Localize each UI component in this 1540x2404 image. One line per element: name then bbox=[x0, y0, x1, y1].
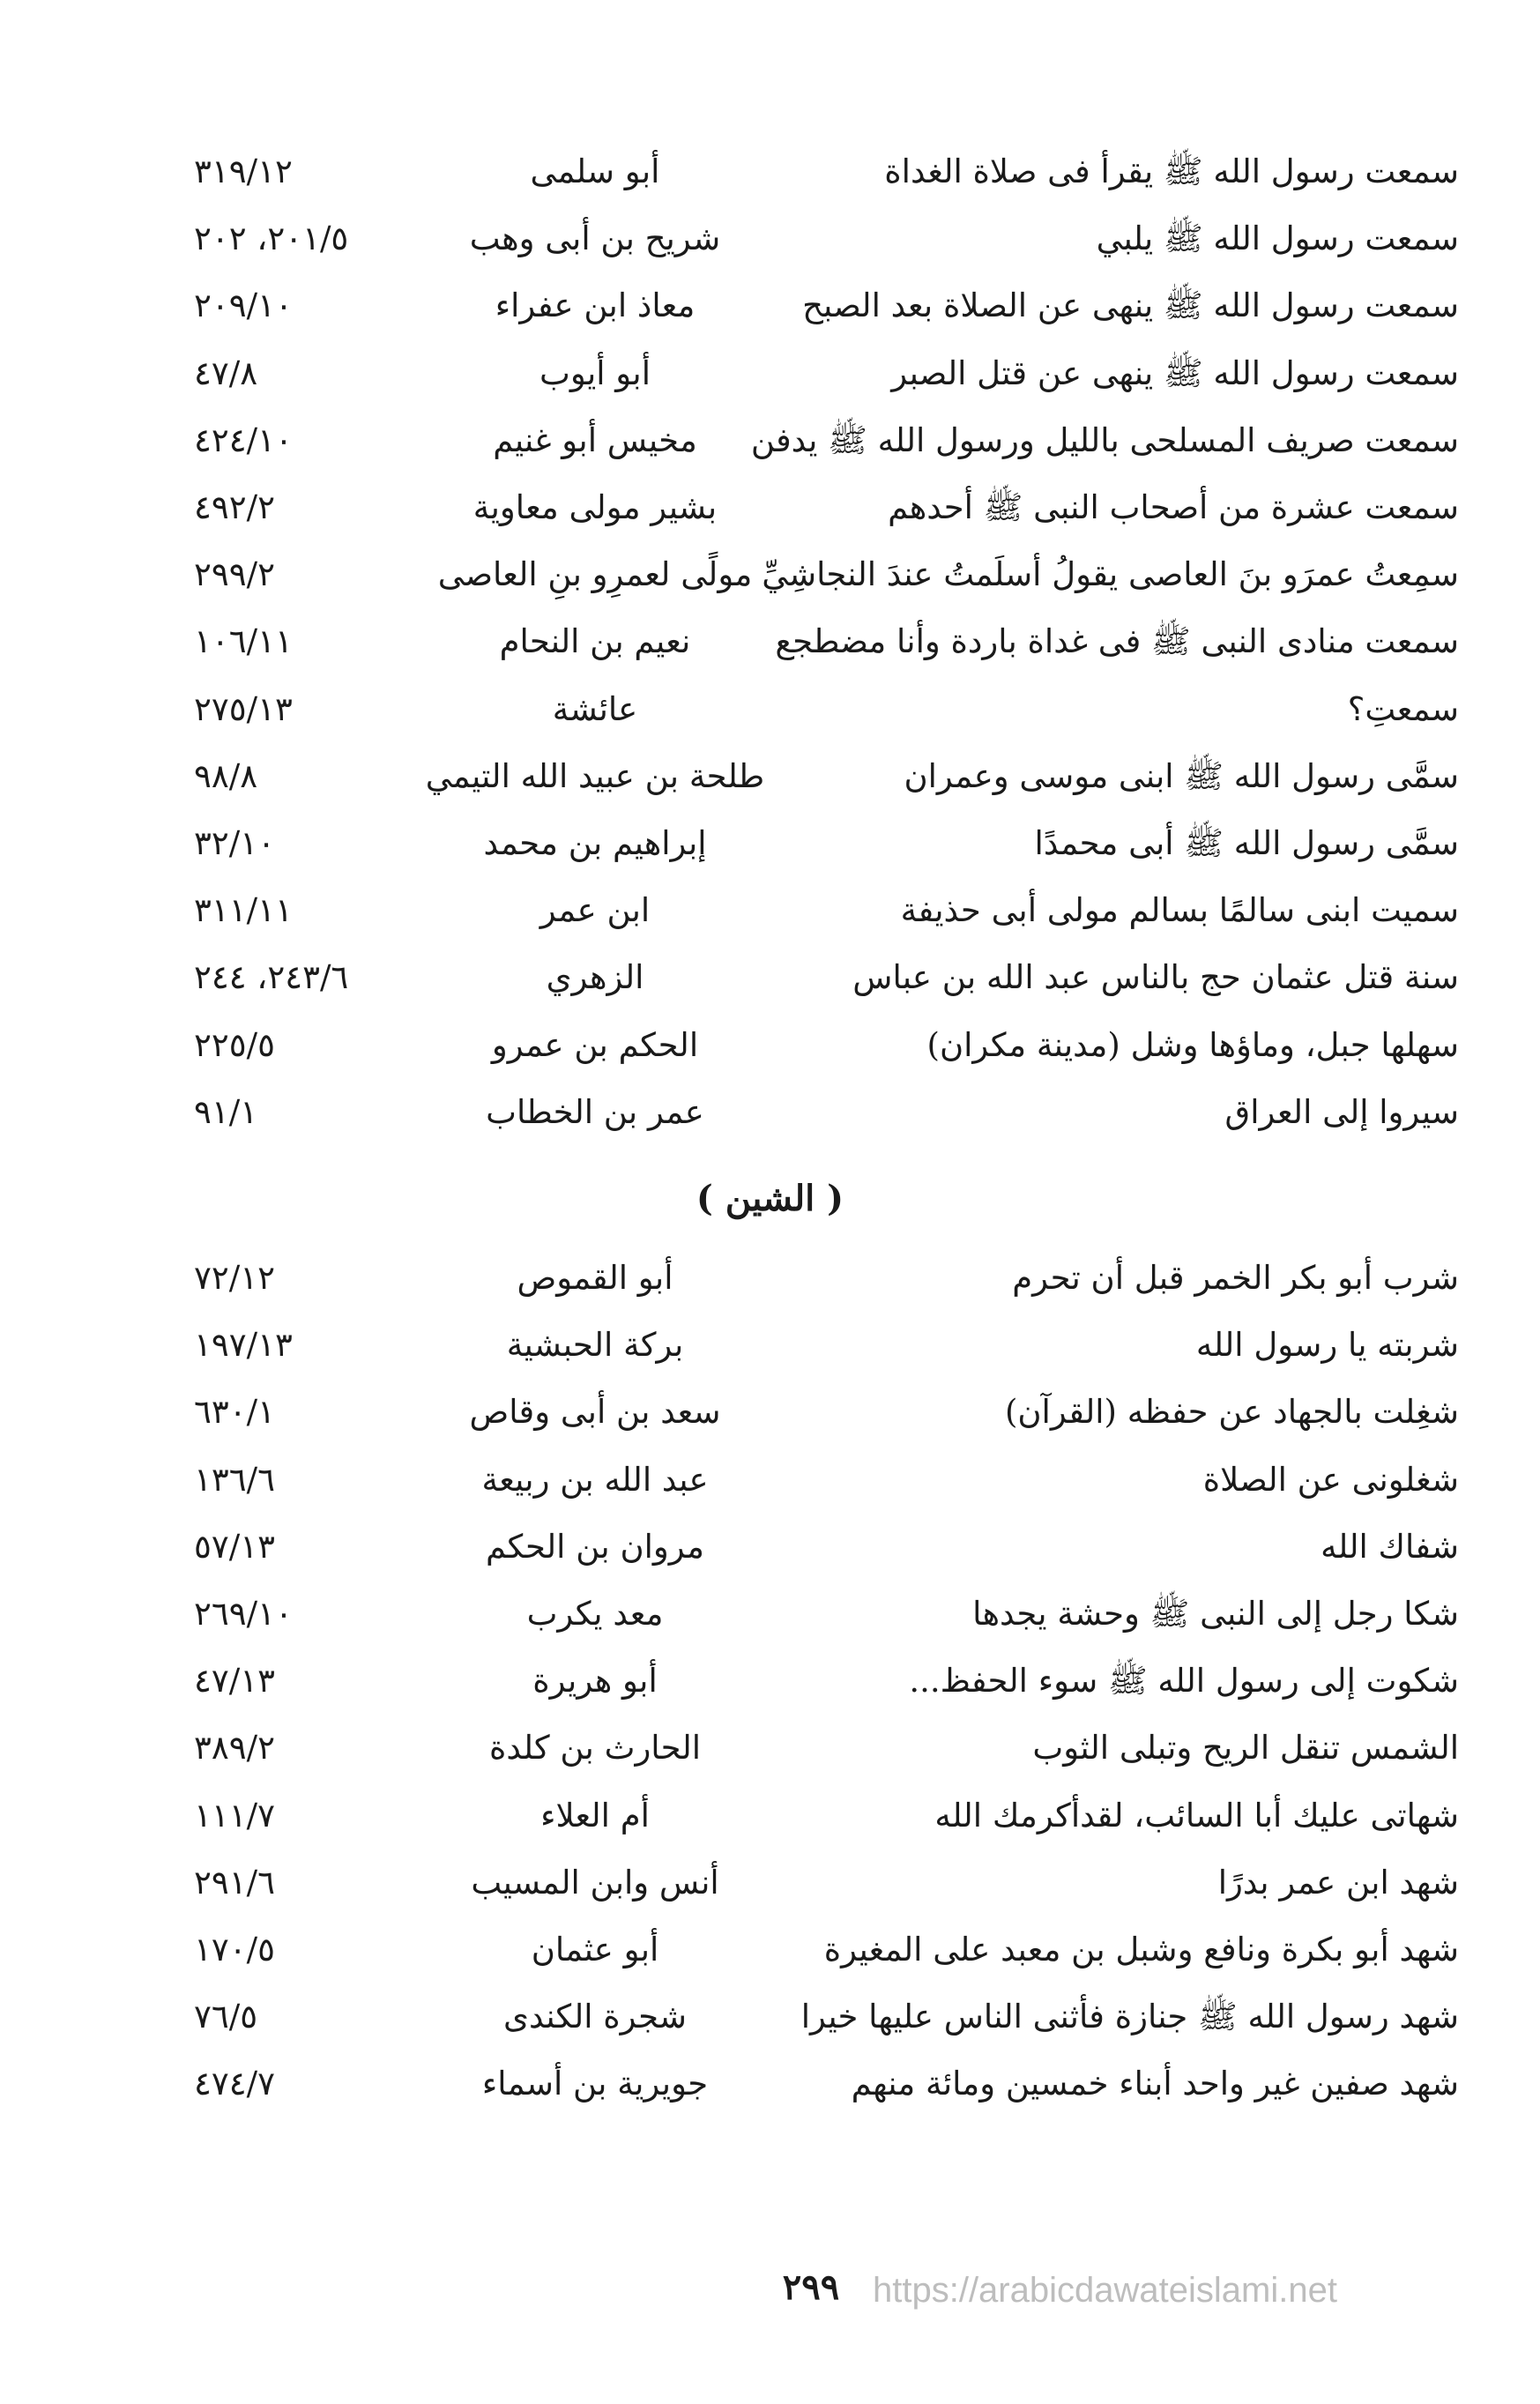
entry-text: سمعت رسول الله ﷺ يلبي bbox=[1096, 220, 1459, 258]
entry-narrator: معد يكرب bbox=[526, 1595, 664, 1633]
entry-text: سمعت رسول الله ﷺ يقرأ فى صلاة الغداة bbox=[884, 153, 1459, 190]
entry-text: شرب أبو بكر الخمر قبل أن تحرم bbox=[1012, 1259, 1459, 1297]
entry-text: شكا رجل إلى النبى ﷺ وحشة يجدها bbox=[972, 1595, 1459, 1633]
entry-reference: ٣٢/١٠ bbox=[194, 824, 275, 862]
entry-reference: ٢٠٩/١٠ bbox=[194, 287, 293, 325]
index-row bbox=[0, 1381, 1540, 1443]
index-row bbox=[0, 1516, 1540, 1578]
index-row bbox=[0, 343, 1540, 405]
entry-reference: ٢٠١/٥، ٢٠٢ bbox=[194, 220, 349, 258]
entry-reference: ٢٤٣/٦، ٢٤٤ bbox=[194, 958, 349, 997]
index-row bbox=[0, 1583, 1540, 1645]
entry-reference: ٥٧/١٣ bbox=[194, 1527, 275, 1566]
index-row bbox=[0, 477, 1540, 539]
index-row bbox=[0, 1986, 1540, 2048]
index-row bbox=[0, 410, 1540, 472]
index-row bbox=[0, 1449, 1540, 1511]
entry-narrator: عائشة bbox=[552, 689, 638, 728]
entry-text: شغلونى عن الصلاة bbox=[1202, 1460, 1459, 1499]
index-row bbox=[0, 611, 1540, 673]
entry-reference: ١٠٦/١١ bbox=[194, 622, 293, 661]
entry-narrator: عبد الله بن ربيعة bbox=[481, 1460, 709, 1499]
entry-reference: ٤٧/٨ bbox=[194, 354, 258, 392]
entry-narrator: بركة الحبشية bbox=[506, 1326, 684, 1365]
entry-narrator: الحارث بن كلدة bbox=[488, 1729, 702, 1768]
entry-text: سمعت صريف المسلحى بالليل ورسول الله ﷺ يدفن bbox=[750, 421, 1459, 459]
entry-reference: ٢٩١/٦ bbox=[194, 1863, 275, 1902]
entry-text: سمعت عشرة من أصحاب النبى ﷺ أحدهم bbox=[888, 488, 1459, 526]
entry-narrator: أبو سلمى bbox=[530, 153, 660, 190]
index-row bbox=[0, 1785, 1540, 1847]
entry-reference: ٩٨/٨ bbox=[194, 756, 258, 795]
entry-text: سنة قتل عثمان حج بالناس عبد الله بن عباس bbox=[852, 958, 1459, 997]
entry-reference: ٤٧/١٣ bbox=[194, 1662, 275, 1701]
entry-text: سمِعتُ عمرَو بنَ العاصى يقولُ أسلَمتُ عندَ النجاشِيِّ bbox=[762, 555, 1459, 594]
index-row bbox=[0, 1247, 1540, 1309]
entry-narrator: بشير مولى معاوية bbox=[472, 488, 718, 526]
entry-text: سيروا إلى العراق bbox=[1224, 1092, 1459, 1131]
entry-text: شهاتى عليك أبا السائب، لقدأكرمك الله bbox=[934, 1796, 1459, 1835]
entry-narrator: ابن عمر bbox=[539, 891, 651, 930]
entry-text: سهلها جبل، وماؤها وشل (مدينة مكران) bbox=[926, 1025, 1459, 1064]
index-row bbox=[0, 1717, 1540, 1779]
page-number: ٢٩٩ bbox=[782, 2266, 840, 2308]
entry-text: شهد رسول الله ﷺ جنازة فأثنى الناس عليها خيرا bbox=[800, 1998, 1459, 2036]
entry-narrator: عمر بن الخطاب bbox=[486, 1092, 704, 1131]
entry-reference: ٣٨٩/٢ bbox=[194, 1729, 275, 1768]
entry-narrator: أم العلاء bbox=[540, 1796, 650, 1835]
entry-reference: ٢٢٥/٥ bbox=[194, 1025, 275, 1064]
entry-reference: ٢٦٩/١٠ bbox=[194, 1595, 293, 1633]
entry-narrator: أبو أيوب bbox=[539, 354, 651, 392]
entry-text: سمَّى رسول الله ﷺ ابنى موسى وعمران bbox=[904, 756, 1459, 795]
entry-text: سمعت رسول الله ﷺ ينهى عن الصلاة بعد الصبح bbox=[802, 287, 1459, 325]
entry-narrator: طلحة بن عبيد الله التيمي bbox=[425, 756, 765, 795]
entry-narrator: مخيس أبو غنيم bbox=[493, 421, 697, 459]
entry-text: سمَّى رسول الله ﷺ أبى محمدًا bbox=[1034, 824, 1459, 862]
index-row bbox=[0, 208, 1540, 270]
entry-reference: ٤٩٢/٢ bbox=[194, 488, 275, 526]
entry-narrator: مولًى لعمرِو بنِ العاصى bbox=[437, 555, 753, 594]
index-row bbox=[0, 813, 1540, 875]
entry-reference: ٩١/١ bbox=[194, 1092, 258, 1131]
entry-text: شكوت إلى رسول الله ﷺ سوء الحفظ... bbox=[909, 1662, 1459, 1701]
entry-reference: ٣١١/١١ bbox=[194, 891, 293, 930]
index-row bbox=[0, 1314, 1540, 1376]
entry-narrator: معاذ ابن عفراء bbox=[495, 287, 696, 325]
entry-reference: ٤٧٤/٧ bbox=[194, 2065, 275, 2103]
section-heading: ( الشين ) bbox=[696, 1178, 844, 1219]
entry-text: سمعت منادى النبى ﷺ فى غداة باردة وأنا مضطجع bbox=[775, 622, 1459, 661]
entry-text: شهد أبو بكرة ونافع وشبل بن معبد على المغيرة bbox=[823, 1931, 1459, 1969]
entry-narrator: مروان بن الحكم bbox=[485, 1527, 705, 1566]
entry-text: سمعت رسول الله ﷺ ينهى عن قتل الصبر bbox=[891, 354, 1459, 392]
entry-narrator: أنس وابن المسيب bbox=[471, 1863, 719, 1902]
index-row bbox=[0, 880, 1540, 942]
entry-reference: ٧٢/١٢ bbox=[194, 1259, 275, 1297]
entry-text: سمعتِ؟ bbox=[1347, 689, 1459, 728]
entry-reference: ١٧٠/٥ bbox=[194, 1931, 275, 1969]
entry-narrator: إبراهيم بن محمد bbox=[483, 824, 707, 862]
watermark-url: https://arabicdawateislami.net bbox=[873, 2271, 1337, 2310]
entry-reference: ٣١٩/١٢ bbox=[194, 153, 293, 190]
entry-narrator: أبو القموص bbox=[517, 1259, 673, 1297]
index-row bbox=[0, 275, 1540, 337]
entry-narrator: أبو عثمان bbox=[531, 1931, 659, 1969]
entry-text: شغِلت بالجهاد عن حفظه (القرآن) bbox=[1004, 1393, 1459, 1432]
index-row bbox=[0, 1015, 1540, 1076]
entry-narrator: شجرة الكندى bbox=[503, 1998, 687, 2036]
entry-text: شهد ابن عمر بدرًا bbox=[1217, 1863, 1459, 1902]
entry-reference: ٢٧٥/١٣ bbox=[194, 689, 293, 728]
index-row bbox=[0, 1919, 1540, 1981]
entry-reference: ١٣٦/٦ bbox=[194, 1460, 275, 1499]
entry-narrator: شريح بن أبى وهب bbox=[469, 220, 721, 258]
entry-narrator: الزهري bbox=[546, 958, 644, 997]
entry-narrator: أبو هريرة bbox=[532, 1662, 658, 1701]
entry-reference: ١٩٧/١٣ bbox=[194, 1326, 293, 1365]
entry-narrator: نعيم بن النحام bbox=[499, 622, 691, 661]
entry-text: شهد صفين غير واحد أبناء خمسين ومائة منهم bbox=[851, 2065, 1459, 2103]
entry-narrator: الحكم بن عمرو bbox=[491, 1025, 699, 1064]
index-row bbox=[0, 1650, 1540, 1712]
index-row bbox=[0, 544, 1540, 606]
entry-narrator: جويرية بن أسماء bbox=[481, 2065, 709, 2103]
index-row bbox=[0, 679, 1540, 741]
index-row bbox=[0, 947, 1540, 1008]
entry-text: شفاك الله bbox=[1321, 1527, 1459, 1566]
entry-reference: ٢٩٩/٢ bbox=[194, 555, 275, 594]
entry-text: الشمس تنقل الريح وتبلى الثوب bbox=[1032, 1729, 1459, 1768]
entry-reference: ٤٢٤/١٠ bbox=[194, 421, 293, 459]
entry-reference: ١١١/٧ bbox=[194, 1796, 275, 1835]
entry-narrator: سعد بن أبى وقاص bbox=[469, 1393, 721, 1432]
index-row bbox=[0, 2053, 1540, 2115]
entry-reference: ٧٦/٥ bbox=[194, 1998, 258, 2036]
entry-reference: ٦٣٠/١ bbox=[194, 1393, 275, 1432]
entry-text: شربته يا رسول الله bbox=[1195, 1326, 1459, 1365]
index-row bbox=[0, 141, 1540, 203]
entry-text: سميت ابنى سالمًا بسالم مولى أبى حذيفة bbox=[900, 891, 1459, 930]
index-row bbox=[0, 1852, 1540, 1914]
index-row bbox=[0, 1082, 1540, 1143]
index-row bbox=[0, 746, 1540, 808]
